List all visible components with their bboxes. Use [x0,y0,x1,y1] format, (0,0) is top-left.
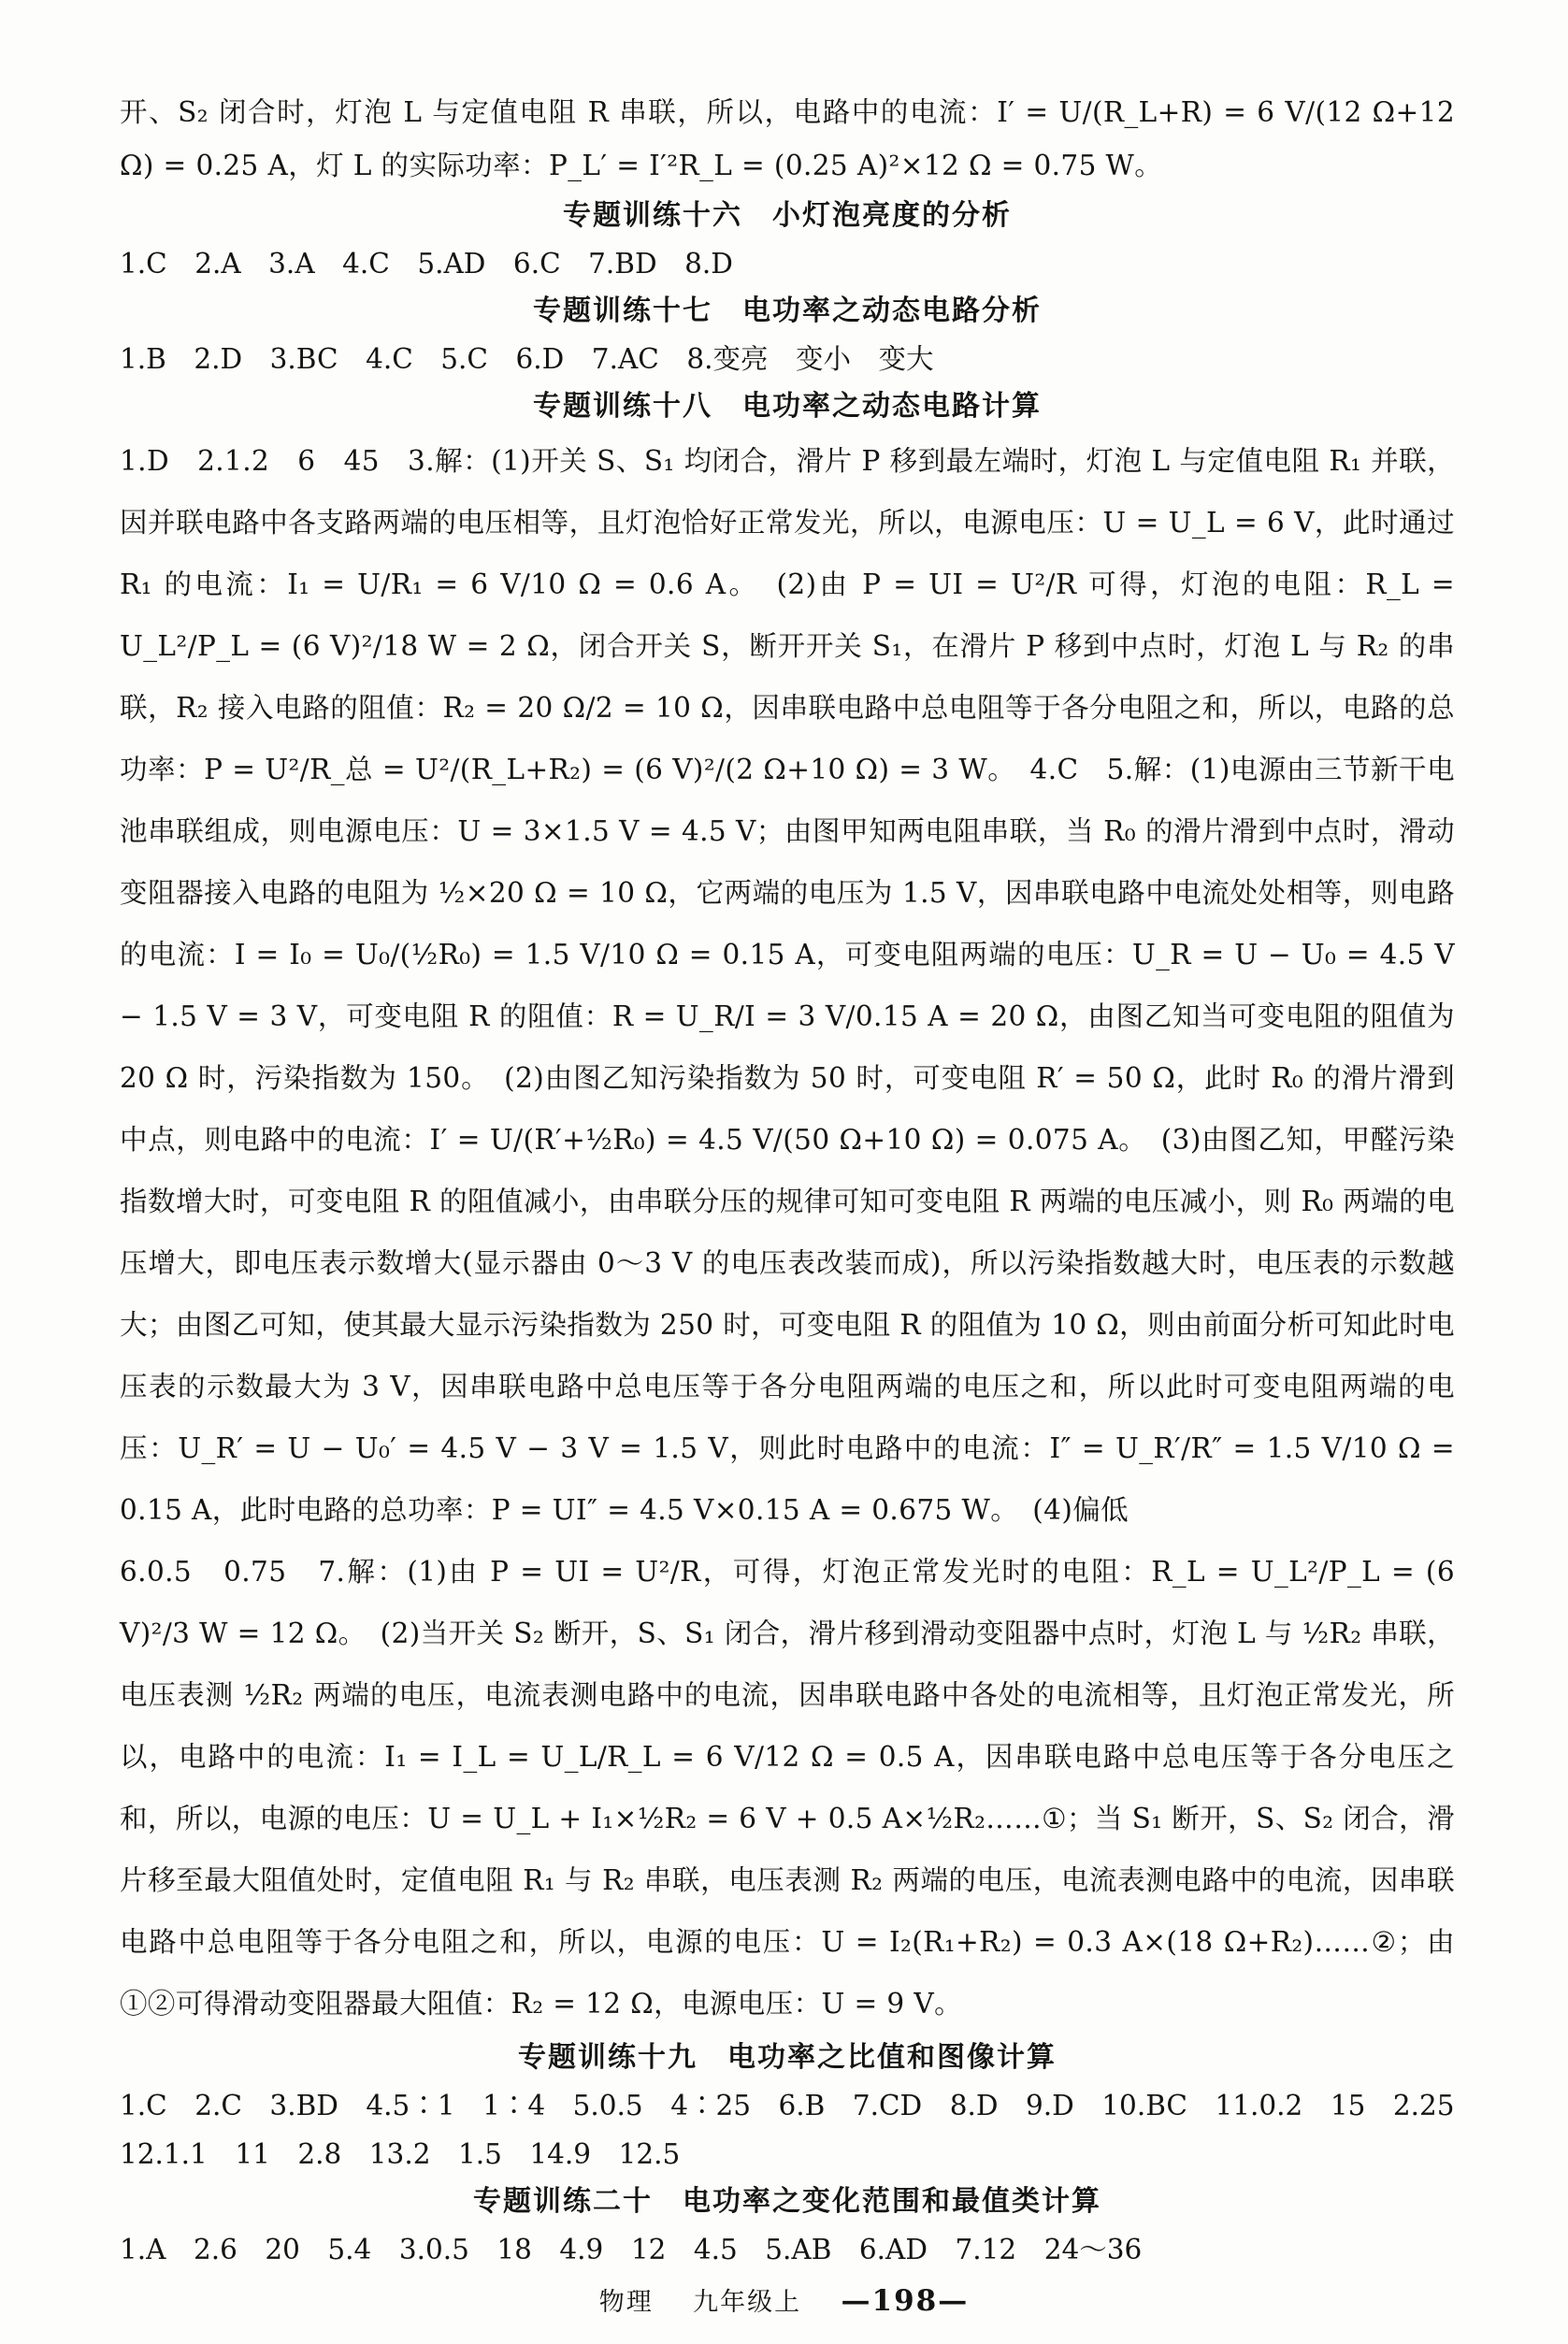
text-block: 1.D 2.1.2 6 45 3.解：(1)开关 S、S₁ 均闭合，滑片 P 移到最左端时，灯泡 L 与定值电阻 R₁ 并联，因并联电路中各支路两端的电压相等，且灯泡恰好正常发光，所以，电源电压：U = U_L = 6 V，此时通过 R₁ 的电流：I₁ = U/R₁ = 6 V/10 Ω = 0.6 A。 (2)由 P = UI = U²/R 可得，灯泡的电阻：R_L = U_L²/P_L = (6 V)²/18 W = 2 Ω，闭合开关 S，断开开关 S₁，在滑片 P 移到中点时，灯泡 L 与 R₂ 的串联，R₂ 接入电路的阻值：R₂ = 20 Ω/2 = 10 Ω，因串联电路中总电阻等于各分电阻之和，所以，电路的总功率：P = U²/R_总 = U²/(R_L+R₂) = (6 V)²/(2 Ω+10 Ω) = 3 W。 4.C 5.解：(1)电源由三节新干电池串联组成，则电源电压：U = 3×1.5 V = 4.5 V；由图甲知两电阻串联，当 R₀ 的滑片滑到中点时，滑动变阻器接入电路的电阻为 ½×20 Ω = 10 Ω，它两端的电压为 1.5 V，因串联电路中电流处处相等，则电路的电流：I = I₀ = U₀/(½R₀) = 1.5 V/10 Ω = 0.15 A，可变电阻两端的电压：U_R = U − U₀ = 4.5 V − 1.5 V = 3 V，可变电阻 R 的阻值：R = U_R/I = 3 V/0.15 A = 20 Ω，由图乙知当可变电阻的阻值为 20 Ω 时，污染指数为 150。 (2)由图乙知污染指数为 50 时，可变电阻 R′ = 50 Ω，此时 R₀ 的滑片滑到中点，则电路中的电流：I′ = U/(R′+½R₀) = 4.5 V/(50 Ω+10 Ω) = 0.075 A。 (3)由图乙知，甲醛污染指数增大时，可变电阻 R 的阻值减小，由串联分压的规律可知可变电阻 R 两端的电压减小，则 R₀ 两端的电压增大，即电压表示数增大(显示器由 0～3 V 的电压表改装而成)，所以污染指数越大时，电压表的示数越大；由图乙可知，使其最大显示污染指数为 250 时，可变电阻 R 的阻值为 10 Ω，则由前面分析可知此时电压表的示数最大为 3 V，因串联电路中总电压等于各分电阻两端的电压之和，所以此时可变电阻两端的电压：U_R′ = U − U₀′ = 4.5 V − 3 V = 1.5 V，则此时电路中的电流：I″ = U_R′/R″ = 1.5 V/10 Ω = 0.15 A，此时电路的总功率：P = UI″ = 4.5 V×0.15 A = 0.675 W。 (4)偏低 [120,445,1455,1526]
section-heading: 专题训练二十 电功率之变化范围和最值类计算 [473,2185,1101,2218]
section-heading: 专题训练十七 电功率之动态电路分析 [533,295,1042,327]
text-block: 开、S₂ 闭合时，灯泡 L 与定值电阻 R 串联，所以，电路中的电流：I′ = U/(R_L+R) = 6 V/(12 Ω+12 Ω) = 0.25 A，灯 L 的实际功率：P_L′ = I′²R_L = (0.25 A)²×12 Ω = 0.75 W。 [120,96,1455,181]
section-heading: 专题训练十九 电功率之比值和图像计算 [518,2041,1057,2074]
page-number: —198— [841,2284,970,2318]
page-footer [0,2281,1568,2318]
footer-grade: 九年级上 [693,2288,802,2317]
text-block: 6.0.5 0.75 7.解：(1)由 P = UI = U²/R，可得，灯泡正常发光时的电阻：R_L = U_L²/P_L = (6 V)²/3 W = 12 Ω。 (2)当开关 S₂ 断开，S、S₁ 闭合，滑片移到滑动变阻器中点时，灯泡 L 与 ½R₂ 串联，电压表测 ½R₂ 两端的电压，电流表测电路中的电流，因串联电路中各处的电流相等，且灯泡正常发光，所以，电路中的电流：I₁ = I_L = U_L/R_L = 6 V/12 Ω = 0.5 A，因串联电路中总电压等于各分电压之和，所以，电源的电压：U = U_L + I₁×½R₂ = 6 V + 0.5 A×½R₂……①；当 S₁ 断开，S、S₂ 闭合，滑片移至最大阻值处时，定值电阻 R₁ 与 R₂ 串联，电压表测 R₂ 两端的电压，电流表测电路中的电流，因串联电路中总电阻等于各分电阻之和，所以，电源的电压：U = I₂(R₁+R₂) = 0.3 A×(18 Ω+R₂)……②；由①②可得滑动变阻器最大阻值：R₂ = 12 Ω，电源电压：U = 9 V。 [120,1556,1455,2020]
page-content [120,86,1483,2274]
answer-list: 1.B 2.D 3.BC 4.C 5.C 6.D 7.AC 8.变亮 变小 变大 [120,343,934,375]
answer-list: 1.C 2.A 3.A 4.C 5.AD 6.C 7.BD 8.D [120,248,733,280]
footer-subject: 物理 [598,2288,654,2317]
section-heading: 专题训练十八 电功率之动态电路计算 [533,390,1042,423]
answer-list: 1.A 2.6 20 5.4 3.0.5 18 4.9 12 4.5 5.AB 6.AD 7.12 24～36 [120,2234,1143,2265]
answer-list: 1.C 2.C 3.BD 4.5∶1 1∶4 5.0.5 4∶25 6.B 7.CD 8.D 9.D 10.BC 11.0.2 15 2.25 12.1.1 11 2.8 13.2 1.5 14.9 12.5 [120,2090,1483,2170]
section-heading: 专题训练十六 小灯泡亮度的分析 [563,199,1012,232]
